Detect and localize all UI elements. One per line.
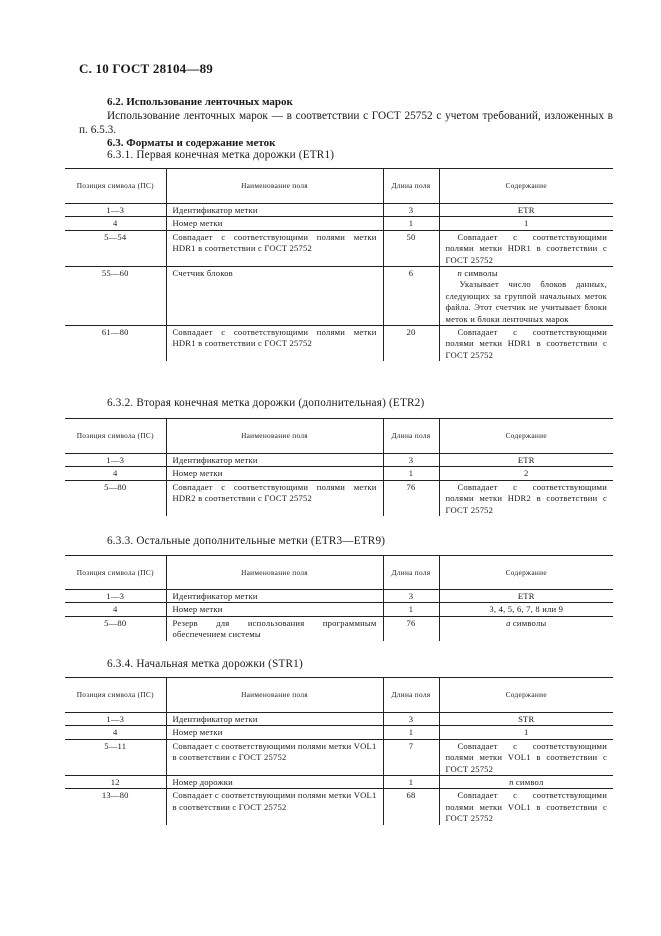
table-row [65,789,613,825]
cell-len: 1 [383,467,439,480]
cell-name: Номер метки [166,217,383,230]
cell-pos: 5—11 [65,739,166,775]
cell-content: 2 [439,467,613,480]
cell-pos: 1—3 [65,590,166,603]
cell-pos: 5—80 [65,480,166,516]
table-etr1 [65,168,613,361]
col-header-len: Длина поля [383,169,439,204]
cell-pos: 61—80 [65,326,166,362]
cell-len: 1 [383,726,439,739]
col-header-pos: Позиция символа (ПС) [65,556,166,590]
col-header-len: Длина поля [383,556,439,590]
col-header-content: Содержание [439,169,613,204]
cell-content: ETR [439,454,613,467]
cell-pos: 4 [65,217,166,230]
table-row [65,726,613,739]
col-header-pos: Позиция символа (ПС) [65,419,166,454]
table-etr2 [65,418,613,516]
cell-content: 1 [439,726,613,739]
cell-len: 20 [383,326,439,362]
cell-name: Совпадает с соответствующими полями метки VOL1 в соответствии с ГОСТ 25752 [166,789,383,825]
section-6-2-title: 6.2. Использование ленточных марок [107,96,293,108]
cell-len: 1 [383,217,439,230]
cell-name: Счетчик блоков [166,267,383,326]
col-header-pos: Позиция символа (ПС) [65,678,166,713]
table-row [65,230,613,266]
col-header-len: Длина поля [383,678,439,713]
table-etr3-9 [65,555,613,641]
table-row [65,590,613,603]
cell-pos: 4 [65,467,166,480]
cell-content: Совпадает с соответствующими полями метки VOL1 в соответствии с ГОСТ 25752 [439,739,613,775]
table-row [65,739,613,775]
table-row [65,467,613,480]
col-header-name: Наименование поля [166,678,383,713]
cell-name: Идентификатор метки [166,454,383,467]
italic-var: n [457,268,462,279]
col-header-name: Наименование поля [166,169,383,204]
content-text: символы [510,617,547,628]
cell-content: ETR [439,204,613,217]
cell-content [439,616,613,640]
cell-name: Номер метки [166,726,383,739]
cell-len: 7 [383,739,439,775]
section-6-2-text: Использование ленточных марок — в соответствии с ГОСТ 25752 с учетом требований, изложенных в п. 6.5.3. [79,110,613,136]
cell-pos: 4 [65,726,166,739]
italic-var: a [506,617,511,628]
cell-name: Совпадает с соответствующими полями метки HDR1 в соответствии с ГОСТ 25752 [166,326,383,362]
content-extra: Указывает число блоков данных, следующих за группой начальных меток файла. Этот счетчик не учитывает блоки меток и блоки ленточных марок [445,279,607,324]
table-row [65,454,613,467]
cell-pos: 1—3 [65,454,166,467]
cell-len: 68 [383,789,439,825]
table-row [65,217,613,230]
table-row [65,776,613,789]
table-str1 [65,677,613,825]
cell-name: Номер метки [166,467,383,480]
cell-pos: 55—60 [65,267,166,326]
col-header-name: Наименование поля [166,556,383,590]
cell-name: Идентификатор метки [166,713,383,726]
cell-pos: 1—3 [65,204,166,217]
cell-name: Совпадает с соответствующими полями метки VOL1 в соответствии с ГОСТ 25752 [166,739,383,775]
cell-content: ETR [439,590,613,603]
cell-len: 76 [383,480,439,516]
section-6-3-title: 6.3. Форматы и содержание меток [107,137,276,149]
cell-len: 50 [383,230,439,266]
cell-name: Номер метки [166,603,383,616]
content-text: символы [462,268,498,279]
cell-content [439,267,613,326]
cell-name: Резерв для использования программным обеспечением системы [166,616,383,640]
col-header-pos: Позиция символа (ПС) [65,169,166,204]
table-row [65,603,613,616]
table-row [65,326,613,362]
table-1-title: 6.3.1. Первая конечная метка дорожки (ETR1) [107,149,335,161]
table-row [65,480,613,516]
cell-name: Совпадает с соответствующими полями метки HDR2 в соответствии с ГОСТ 25752 [166,480,383,516]
cell-pos: 1—3 [65,713,166,726]
italic-var: n [509,777,514,788]
table-row [65,204,613,217]
table-row [65,616,613,640]
cell-name: Совпадает с соответствующими полями метки HDR1 в соответствии с ГОСТ 25752 [166,230,383,266]
col-header-content: Содержание [439,678,613,713]
cell-len: 3 [383,713,439,726]
table-4-title: 6.3.4. Начальная метка дорожки (STR1) [107,658,303,670]
col-header-content: Содержание [439,419,613,454]
page-header: С. 10 ГОСТ 28104—89 [79,61,213,76]
cell-len: 1 [383,603,439,616]
cell-pos: 5—80 [65,616,166,640]
cell-len: 3 [383,454,439,467]
cell-len: 3 [383,204,439,217]
cell-pos: 4 [65,603,166,616]
cell-pos: 12 [65,776,166,789]
table-row [65,267,613,326]
cell-content: Совпадает с соответствующими полями метки HDR1 в соответствии с ГОСТ 25752 [439,230,613,266]
cell-pos: 13—80 [65,789,166,825]
content-text: символ [513,777,544,788]
table-2-title: 6.3.2. Вторая конечная метка дорожки (дополнительная) (ETR2) [107,397,425,409]
table-3-title: 6.3.3. Остальные дополнительные метки (ETR3—ETR9) [107,535,386,547]
cell-len: 76 [383,616,439,640]
cell-pos: 5—54 [65,230,166,266]
cell-content: Совпадает с соответствующими полями метки VOL1 в соответствии с ГОСТ 25752 [445,790,607,824]
cell-content [439,776,613,789]
col-header-name: Наименование поля [166,419,383,454]
cell-content: 3, 4, 5, 6, 7, 8 или 9 [439,603,613,616]
cell-len: 1 [383,776,439,789]
cell-len: 3 [383,590,439,603]
cell-name: Идентификатор метки [166,204,383,217]
cell-name: Номер дорожки [166,776,383,789]
cell-len: 6 [383,267,439,326]
col-header-len: Длина поля [383,419,439,454]
cell-content: 1 [439,217,613,230]
col-header-content: Содержание [439,556,613,590]
cell-content: Совпадает с соответствующими полями метки HDR1 в соответствии с ГОСТ 25752 [445,327,607,360]
cell-name: Идентификатор метки [166,590,383,603]
cell-content: Совпадает с соответствующими полями метки HDR2 в соответствии с ГОСТ 25752 [445,481,607,515]
table-row [65,713,613,726]
cell-content: STR [439,713,613,726]
